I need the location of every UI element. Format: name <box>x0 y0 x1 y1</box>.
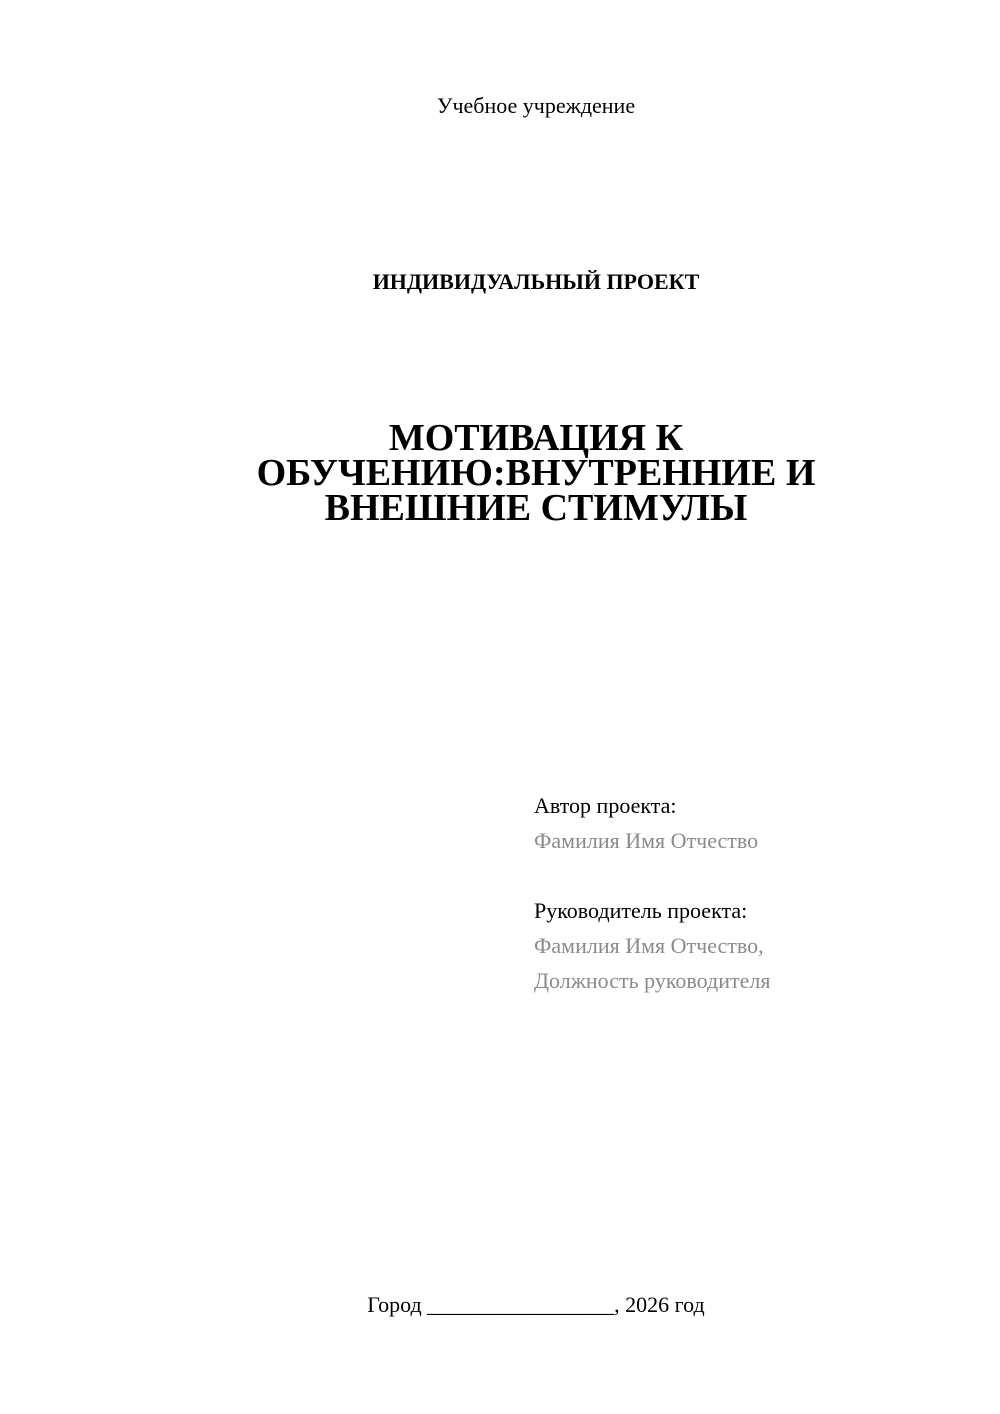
project-title-line: ВНЕШНИЕ СТИМУЛЫ <box>324 487 748 529</box>
institution-name: Учебное учреждение <box>436 93 636 118</box>
project-title <box>0 417 1000 529</box>
supervisor-position: Должность руководителя <box>534 968 771 993</box>
project-title-line: ОБУЧЕНИЮ:ВНУТРЕННИЕ И <box>256 452 816 494</box>
supervisor-name: Фамилия Имя Отчество, <box>534 933 764 958</box>
project-info-block <box>534 788 974 998</box>
info-spacer <box>534 858 974 893</box>
city-year-footer: Город _________________, 2026 год <box>367 1292 705 1317</box>
supervisor-label: Руководитель проекта: <box>534 898 748 923</box>
project-title-line: МОТИВАЦИЯ К <box>388 417 684 459</box>
author-label: Автор проекта: <box>534 793 677 818</box>
project-type-heading: ИНДИВИДУАЛЬНЫЙ ПРОЕКТ <box>372 269 700 294</box>
author-name: Фамилия Имя Отчество <box>534 828 759 853</box>
